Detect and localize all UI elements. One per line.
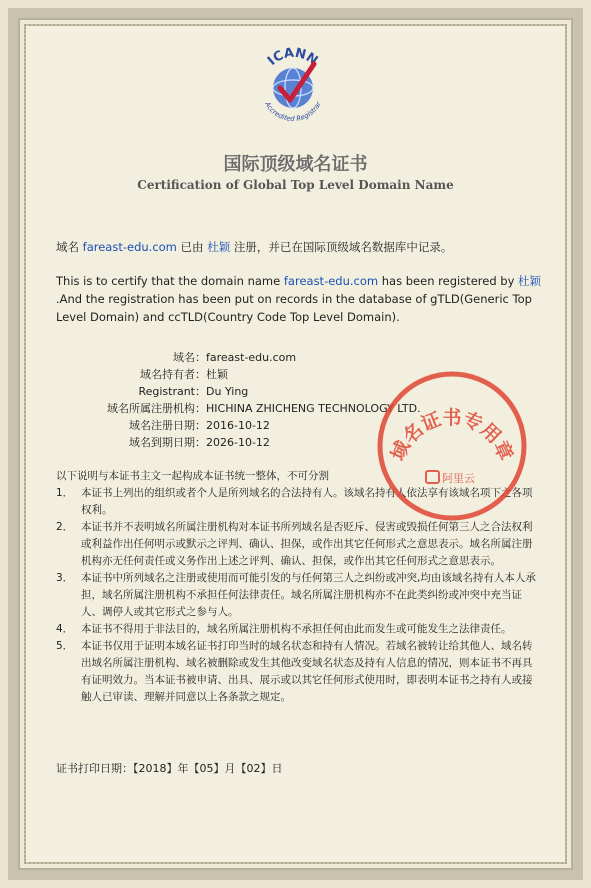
seal-text: 域名证书专用章: [387, 407, 517, 464]
title-english: Certification of Global Top Level Domain Name: [137, 178, 454, 192]
intro-chinese: 域名 fareast-edu.com 已由 杜颖 注册，并已在国际顶级域名数据库中记录。: [56, 240, 453, 254]
terms-list: [56, 485, 538, 706]
domain-info: [56, 349, 536, 451]
list-item: 5． 本证书仅用于证明本域名证书打印当时的域名状态和持有人情况。若域名被转让给其他人、域名转出域名所属注册机构、域名被删除或发生其他改变域名状态及持有人信息的情况，则本证书不再具有证明效力。当本证书被申请、出具、展示或以其它任何形式使用时，即表明本证书之持有人或接触人已审读、理解并同意以上各条款之规定。: [56, 640, 533, 703]
list-item: 2． 本证书并不表明域名所属注册机构对本证书所列域名是否贬斥、侵害或毁损任何第三人之合法权利或利益作出任何明示或默示之评判、确认、担保，或作出其它任何形式之意思表示。域名所属注册机构亦无任何责任或义务作出上述之评判、确认、担保，或作出其它任何形式之意思表示。: [56, 521, 533, 567]
info-row: 域名所属注册机构： HICHINA ZHICHENG TECHNOLOGY LTD.: [107, 402, 421, 415]
seal-brand: 阿里云: [442, 472, 475, 485]
icann-logo: [256, 28, 330, 138]
intro-english: This is to certify that the domain name fareast-edu.com has been registered by 杜颖 .And the registration has been put on records in the database of gTLD(Generic Top Level Domain) and ccTLD(Country Code Top Level Domain).: [56, 274, 542, 324]
info-row: 域名： fareast-edu.com: [173, 351, 297, 364]
list-item: 3． 本证书中所列域名之注册或使用而可能引发的与任何第三人之纠纷或冲突,均由该域名持有人本人承担，域名所属注册机构不承担任何法律责任。域名所属注册机构亦不在此类纠纷或冲突中充当证人、调停人或其它形式之参与人。: [56, 572, 536, 618]
domain-link[interactable]: fareast-edu.com: [283, 274, 379, 288]
logo-text-bottom: Accredited Registrar: [263, 100, 323, 124]
terms-section: [56, 468, 538, 706]
print-date: 证书打印日期：【2018】年【05】月【02】日: [56, 762, 283, 775]
holder-link[interactable]: 杜颖: [518, 274, 542, 288]
logo-text-top: ICANN: [264, 45, 321, 69]
list-item: 4． 本证书不得用于非法目的，域名所属注册机构不承担任何由此而发生或可能发生之法律责任。: [56, 623, 512, 635]
info-row: 域名持有者： 杜颖: [140, 368, 228, 381]
domain-link[interactable]: fareast-edu.com: [82, 240, 177, 254]
list-item: 1． 本证书上列出的组织或者个人是所列域名的合法持有人。该域名持有人依法享有该域名项下之各项权利。: [56, 487, 533, 516]
terms-intro: 以下说明与本证书主文一起构成本证书统一整体，不可分割: [56, 470, 329, 482]
info-row: 域名注册日期： 2016-10-12: [129, 419, 270, 432]
title-chinese: 国际顶级域名证书: [223, 154, 368, 175]
info-row: Registrant： Du Ying: [138, 385, 249, 398]
info-row: 域名到期日期： 2026-10-12: [129, 436, 270, 449]
holder-link[interactable]: 杜颖: [207, 240, 231, 254]
